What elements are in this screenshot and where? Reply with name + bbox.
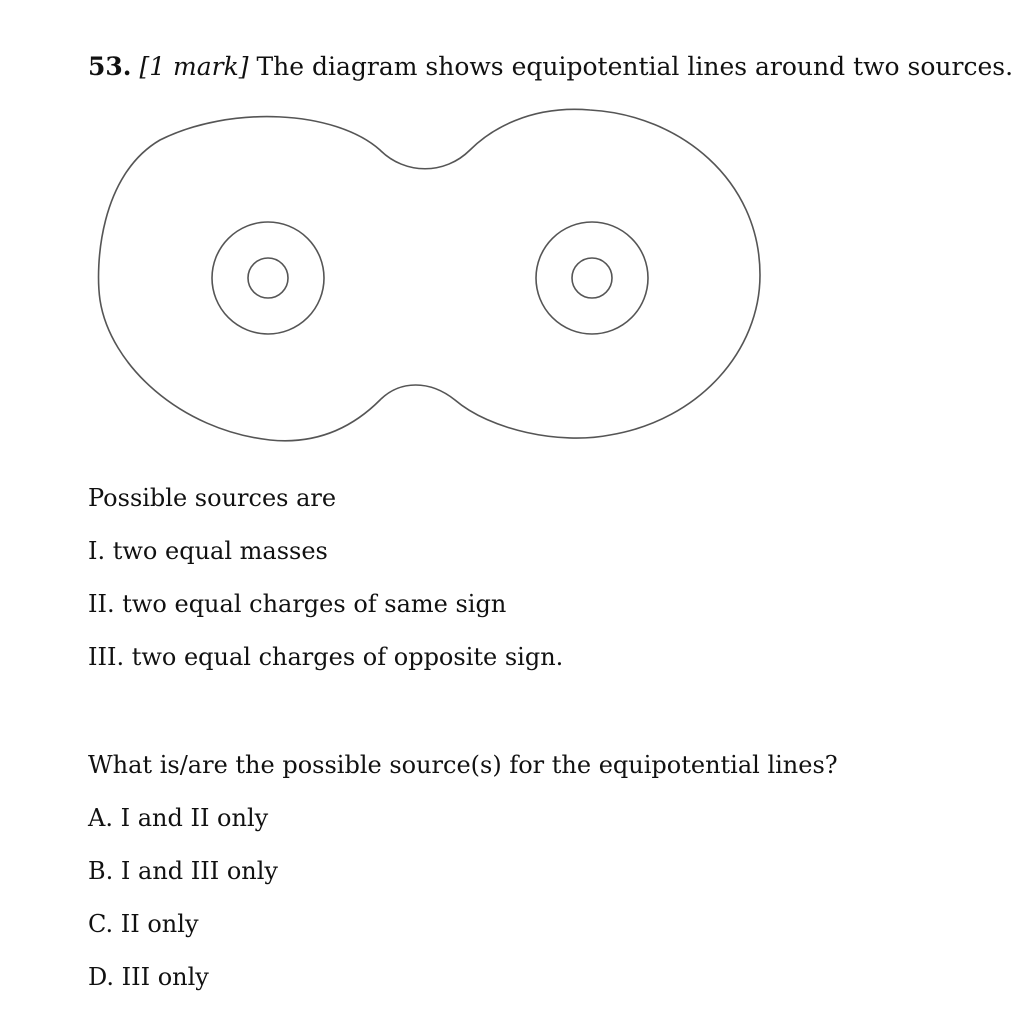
left-middle-equipotential <box>212 222 324 334</box>
question-text: What is/are the possible source(s) for the equipotential lines? <box>88 751 838 779</box>
left-inner-equipotential <box>248 258 288 298</box>
right-inner-equipotential <box>572 258 612 298</box>
question-header <box>88 52 1013 81</box>
question-marks: [1 mark] <box>139 52 249 81</box>
statement-1: I. two equal masses <box>88 537 328 565</box>
outer-equipotential-line <box>99 109 760 440</box>
statement-3: III. two equal charges of opposite sign. <box>88 643 564 671</box>
right-middle-equipotential <box>536 222 648 334</box>
prompt-text: Possible sources are <box>88 484 337 512</box>
option-a: A. I and II only <box>88 804 269 832</box>
question-stem: The diagram shows equipotential lines around two sources. <box>256 52 1014 81</box>
statement-2: II. two equal charges of same sign <box>88 590 507 618</box>
option-b: B. I and III only <box>88 857 278 885</box>
option-d: D. III only <box>88 963 209 991</box>
question-number: 53. <box>88 52 132 81</box>
option-c: C. II only <box>88 910 199 938</box>
equipotential-diagram <box>90 100 770 460</box>
